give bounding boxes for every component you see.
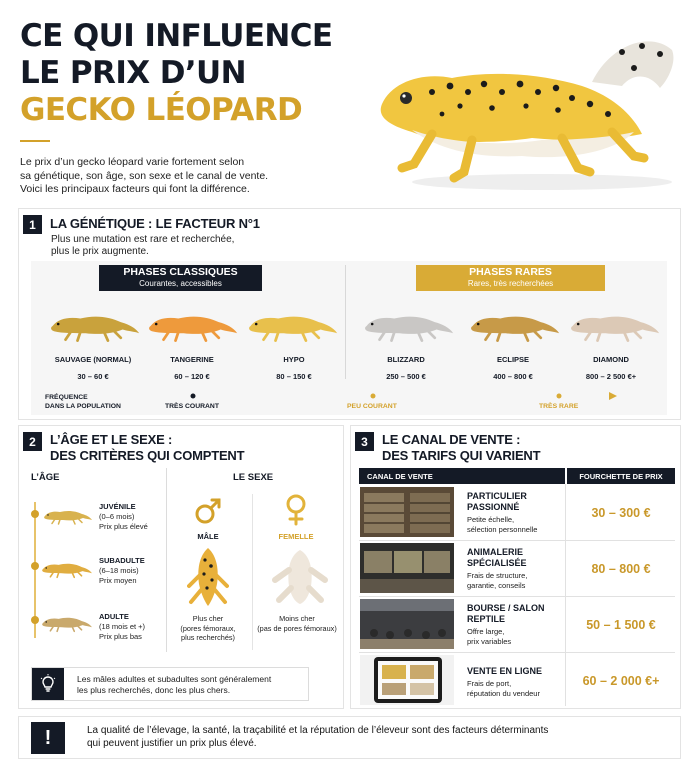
age-title: SUBADULTE <box>99 556 145 565</box>
frequency-label <box>45 393 121 411</box>
row-separator <box>359 596 675 597</box>
intro-line-1: Le prix d’un gecko léopard varie fortement selon <box>20 156 245 168</box>
channel-online-desc <box>467 679 577 699</box>
channel-desc-line-2: sélection personnelle <box>467 525 538 534</box>
frequency-very-common: TRÈS COURANT <box>165 403 219 410</box>
classic-phases-title: PHASES CLASSIQUES <box>123 266 238 278</box>
morph-normal <box>43 355 143 381</box>
channel-title-line-1: VENTE EN LIGNE <box>467 666 543 676</box>
age-range: (6–18 mois) <box>99 566 139 575</box>
exclamation-icon: ! <box>31 722 65 754</box>
channel-store-price: 80 – 800 € <box>591 562 651 576</box>
channel-store-title <box>467 547 567 569</box>
price-column-header: FOURCHETTE DE PRIX <box>567 468 675 484</box>
morph-price: 250 – 500 € <box>386 372 426 381</box>
online-listing-image <box>360 655 454 705</box>
classic-phases-header <box>99 265 262 291</box>
age-sex-title <box>50 432 244 464</box>
male-gecko-underside-image <box>187 546 229 608</box>
sales-channel-card <box>350 425 681 709</box>
female-description-line-2: (pas de pores fémoraux) <box>257 623 337 633</box>
age-sex-title-line-2: DES CRITÈRES QUI COMPTENT <box>50 448 245 463</box>
age-sex-card <box>18 425 344 709</box>
breeder-room-image <box>360 487 454 537</box>
morph-price: 400 – 800 € <box>493 372 533 381</box>
channel-desc-line-2: garantie, conseils <box>467 581 526 590</box>
hero-gecko-image <box>372 22 682 194</box>
footer-note <box>18 716 681 759</box>
age-note: Prix plus élevé <box>99 522 148 531</box>
gecko-normal-image <box>49 305 141 343</box>
title-underline <box>20 140 50 142</box>
page-title <box>20 18 380 129</box>
rare-phases-subtitle: Rares, très recherchées <box>467 279 554 288</box>
morph-name: TANGERINE <box>170 355 214 364</box>
sex-heading: LE SEXE <box>233 472 274 483</box>
male-description <box>163 614 253 643</box>
age-title: JUVÉNILE <box>99 502 136 511</box>
channel-title-line-1: PARTICULIER <box>467 491 527 501</box>
intro-line-3: Voici les principaux facteurs qui font la différence. <box>20 183 250 195</box>
age-dot <box>31 510 39 518</box>
title-line-3: GECKO LÉOPARD <box>20 92 303 128</box>
genetics-subtitle-line-1: Plus une mutation est rare et recherchée, <box>51 234 235 245</box>
tip-icon-box <box>32 668 64 700</box>
female-description-line-1: Moins cher <box>279 614 315 623</box>
pet-store-image <box>360 543 454 593</box>
morph-name: HYPO <box>283 355 305 364</box>
channel-column-header: CANAL DE VENTE <box>359 468 565 484</box>
section-number: 3 <box>355 432 374 451</box>
age-note: Prix moyen <box>99 576 137 585</box>
channel-desc-line-2: réputation du vendeur <box>467 689 540 698</box>
channel-store-desc <box>467 571 577 591</box>
genetics-subtitle <box>51 234 234 258</box>
morph-tangerine <box>142 355 242 381</box>
gecko-tangerine-image <box>147 305 239 343</box>
frequency-less-common: PEU COURANT <box>347 403 397 410</box>
tip-text <box>77 674 271 696</box>
channel-desc-line-1: Frais de port, <box>467 679 512 688</box>
classic-phases-subtitle: Courantes, accessibles <box>139 279 222 288</box>
channel-title-line-1: ANIMALERIE <box>467 547 523 557</box>
footer-text-line-2: qui peuvent justifier un prix plus élevé. <box>87 738 257 749</box>
channel-breeder-desc <box>467 515 577 535</box>
channel-desc-line-1: Frais de structure, <box>467 571 528 580</box>
age-range: (0–6 mois) <box>99 512 135 521</box>
intro-text <box>20 156 350 197</box>
channel-breeder-price: 30 – 300 € <box>591 506 651 520</box>
age-adult <box>99 612 145 642</box>
male-description-line-3: plus recherchés) <box>181 633 235 642</box>
channel-title-line-1: BOURSE / SALON <box>467 603 545 613</box>
channel-title-line-2: REPTILE <box>467 614 506 624</box>
morph-price: 30 – 60 € <box>77 372 109 381</box>
channel-title-line-2: PASSIONNÉ <box>467 502 520 512</box>
gecko-blizzard-image <box>363 305 455 343</box>
male-symbol-icon <box>193 496 223 526</box>
title-line-2: LE PRIX D’UN <box>20 55 246 91</box>
morph-hypo <box>244 355 344 381</box>
section-number: 2 <box>23 432 42 451</box>
lightbulb-icon <box>40 674 56 694</box>
gecko-diamond-image <box>569 305 661 343</box>
intro-line-2: sa génétique, son âge, son sexe et le canal de vente. <box>20 169 269 182</box>
genetics-subtitle-line-2: plus le prix augmente. <box>51 246 149 257</box>
channel-expo-title <box>467 603 567 625</box>
frequency-very-rare: TRÈS RARE <box>539 403 579 410</box>
genetics-card <box>18 208 681 420</box>
morph-name: DIAMOND <box>593 355 629 364</box>
age-title: ADULTE <box>99 612 129 621</box>
channel-desc-line-1: Offre large, <box>467 627 505 636</box>
frequency-scale <box>129 391 619 401</box>
channel-online-price: 60 – 2 000 €+ <box>582 674 660 688</box>
phase-divider <box>345 265 346 379</box>
gecko-hypo-image <box>247 305 339 343</box>
morph-blizzard <box>356 355 456 381</box>
section-number: 1 <box>23 215 42 234</box>
female-description <box>249 614 345 633</box>
age-range: (18 mois et +) <box>99 622 146 631</box>
gecko-juvenile-image <box>43 504 93 526</box>
channel-desc-line-1: Petite échelle, <box>467 515 515 524</box>
footer-text <box>87 724 548 750</box>
sales-channel-title <box>382 432 540 464</box>
reptile-expo-image <box>360 599 454 649</box>
gecko-adult-image <box>41 610 93 634</box>
footer-text-line-1: La qualité de l’élevage, la santé, la traçabilité et la réputation de l’éleveur sont des facteurs déterminants <box>87 725 549 736</box>
row-separator <box>359 540 675 541</box>
morph-diamond <box>561 355 661 381</box>
age-sex-title-line-1: L’ÂGE ET LE SEXE : <box>50 432 173 447</box>
age-heading: L’ÂGE <box>31 472 60 483</box>
morph-name: BLIZZARD <box>387 355 425 364</box>
age-dot <box>31 562 39 570</box>
morph-price: 800 – 2 500 €+ <box>585 372 637 381</box>
row-separator <box>359 652 675 653</box>
morph-name: SAUVAGE (NORMAL) <box>54 355 132 364</box>
sales-channel-title-line-1: LE CANAL DE VENTE : <box>382 432 521 447</box>
age-juvenile <box>99 502 148 532</box>
channel-online-title <box>467 666 567 677</box>
channel-desc-line-2: prix variables <box>467 637 512 646</box>
gecko-eclipse-image <box>469 305 561 343</box>
channel-breeder-title <box>467 491 567 513</box>
morph-price: 60 – 120 € <box>174 372 210 381</box>
genetics-title: LA GÉNÉTIQUE : LE FACTEUR N°1 <box>50 216 260 231</box>
title-line-1: CE QUI INFLUENCE <box>20 18 333 54</box>
male-description-line-1: Plus cher <box>192 614 224 623</box>
male-label: MÂLE <box>197 532 219 541</box>
morph-price: 80 – 150 € <box>276 372 312 381</box>
channel-expo-desc <box>467 627 577 647</box>
morph-eclipse <box>463 355 563 381</box>
female-label: FEMELLE <box>278 532 314 541</box>
frequency-label-line-2: DANS LA POPULATION <box>45 403 121 410</box>
gecko-subadult-image <box>41 556 93 580</box>
sales-channel-title-line-2: DES TARIFS QUI VARIENT <box>382 448 541 463</box>
female-gecko-underside-image <box>271 546 329 606</box>
channel-expo-price: 50 – 1 500 € <box>586 618 656 632</box>
rare-phases-title: PHASES RARES <box>469 266 552 278</box>
female-symbol-icon <box>284 494 308 526</box>
age-dot <box>31 616 39 624</box>
morph-name: ECLIPSE <box>496 355 530 364</box>
age-note: Prix plus bas <box>99 632 142 641</box>
tip-text-line-1: Les mâles adultes et subadultes sont généralement <box>77 674 272 684</box>
male-description-line-2: (pores fémoraux, <box>180 623 236 633</box>
tip-text-line-2: les plus recherchés, donc les plus chers. <box>77 685 231 695</box>
rare-phases-header <box>416 265 605 291</box>
frequency-label-line-1: FRÉQUENCE <box>45 394 88 401</box>
age-subadult <box>99 556 145 586</box>
channel-title-line-2: SPÉCIALISÉE <box>467 558 527 568</box>
